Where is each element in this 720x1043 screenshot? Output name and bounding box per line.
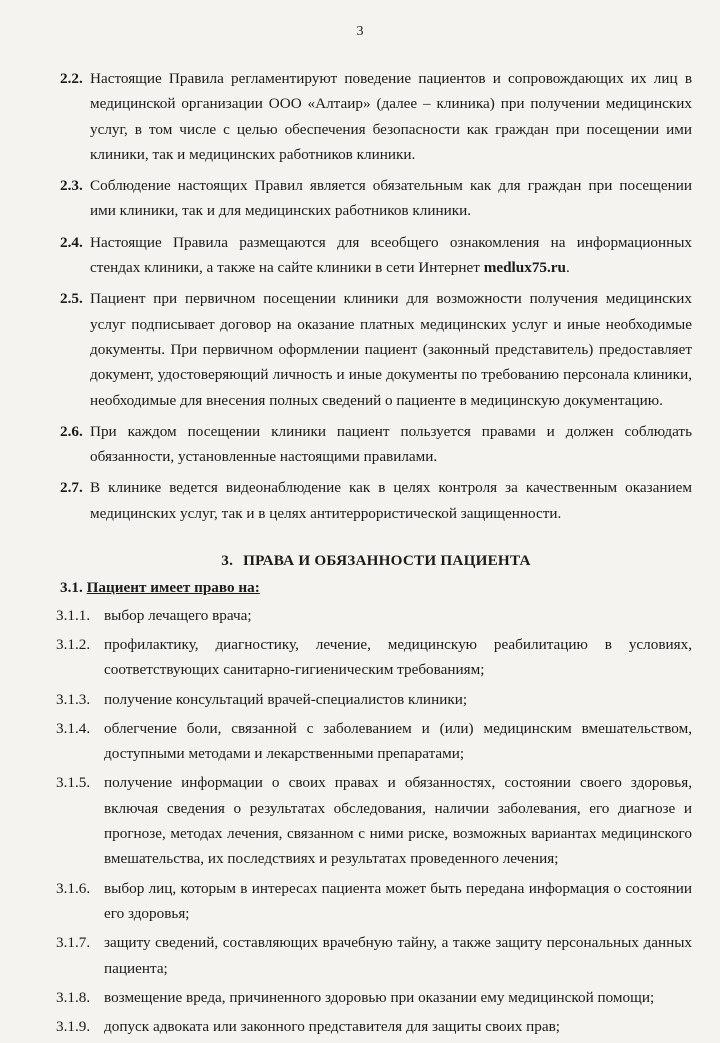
subsection-3-1-heading <box>60 575 692 600</box>
clause-number: 3.1.3. <box>56 690 91 708</box>
clause-text: В клинике ведется видеонаблюдение как в целях контроля за качественным оказанием медицинских услуг, так и в целях антитеррористической защищенности. <box>90 479 692 522</box>
clause-2-3 <box>60 173 692 224</box>
clause-text: допуск адвоката или законного представителя для защиты своих прав; <box>104 1018 561 1036</box>
clause-number: 2.4. <box>60 233 83 251</box>
clause-text: профилактику, диагностику, лечение, медицинскую реабилитацию в условиях, соответствующих санитарно-гигиеническим требованиям; <box>104 635 692 679</box>
clause-text: облегчение боли, связанной с заболеванием и (или) медицинским вмешательством, доступными методами и лекарственными препаратами; <box>104 719 692 763</box>
clause-2-7 <box>60 475 692 526</box>
clause-text: возмещение вреда, причиненного здоровью при оказании ему медицинской помощи; <box>104 988 655 1006</box>
clause-text: защиту сведений, составляющих врачебную тайну, а также защиту персональных данных пациента; <box>104 934 692 977</box>
clause-3-1-7 <box>56 930 692 981</box>
clause-number: 3.1.2. <box>56 635 91 653</box>
clause-number: 2.6. <box>60 422 83 440</box>
section-3-number: 3. <box>221 552 234 570</box>
section-3-list <box>56 603 692 1040</box>
clause-text: Соблюдение настоящих Правил является обязательным как для граждан при посещении ими клиники, так и для медицинских работников клиники. <box>90 177 692 220</box>
clause-3-1-1 <box>56 603 692 628</box>
page-number: 3 <box>356 24 364 39</box>
subsection-3-1-title: Пациент имеет право на: <box>86 579 260 597</box>
document-body <box>56 66 692 1043</box>
clause-number: 3.1.1. <box>56 606 91 624</box>
section-3-heading <box>60 548 692 573</box>
clause-text: получение информации о своих правах и обязанностях, состоянии своего здоровья, включая сведения о результатах обследования, наличии заболевания, его диагнозе и прогнозе, методах лечения, связанном с ними риске, возможных вариантах медицинского вмешательства, их последствиях и результатах проведенного лечения; <box>104 774 692 868</box>
clause-3-1-9 <box>56 1014 692 1039</box>
clause-number: 3.1.4. <box>56 719 91 737</box>
clause-text: выбор лиц, которым в интересах пациента может быть передана информация о состоянии его здоровья; <box>104 879 692 922</box>
clause-number: 2.7. <box>60 479 83 497</box>
clause-text: выбор лечащего врача; <box>104 606 252 624</box>
clause-3-1-8 <box>56 985 692 1010</box>
clause-number: 3.1.6. <box>56 879 91 897</box>
clause-number: 3.1.5. <box>56 774 91 792</box>
clause-text-end: . <box>566 259 570 277</box>
clause-3-1-3 <box>56 687 692 712</box>
clause-3-1-6 <box>56 876 692 927</box>
clause-number: 2.3. <box>60 177 83 195</box>
clause-number: 2.2. <box>60 70 83 87</box>
clause-text: получение консультаций врачей-специалистов клиники; <box>104 690 468 708</box>
website-link[interactable]: medlux75.ru <box>483 259 566 277</box>
clause-2-4 <box>60 230 692 281</box>
clause-3-1-2 <box>56 632 692 683</box>
subsection-3-1-number: 3.1. <box>60 579 83 597</box>
clause-text: Настоящие Правила размещаются для всеобщего ознакомления на информационных стендах клиники, а также на сайте клиники в сети Интернет <box>90 233 692 277</box>
clause-3-1-4 <box>56 716 692 767</box>
clause-3-1-5 <box>56 770 692 871</box>
section-2-list <box>60 66 692 526</box>
clause-text: Настоящие Правила регламентируют поведение пациентов и сопровождающих их лиц в медицинской организации ООО «Алтаир» (далее – клиника) при получении медицинских услуг, в том числе с целью обеспечения безопасности как граждан при посещении ими клиники, так и медицинских работников клиники. <box>90 70 692 163</box>
section-3-title: ПРАВА И ОБЯЗАННОСТИ ПАЦИЕНТА <box>243 552 531 570</box>
clause-2-2 <box>60 66 692 167</box>
clause-text: При каждом посещении клиники пациент пользуется правами и должен соблюдать обязанности, установленные настоящими правилами. <box>90 422 692 466</box>
clause-2-5 <box>60 286 692 412</box>
clause-number: 3.1.8. <box>56 988 91 1006</box>
clause-number: 2.5. <box>60 290 83 308</box>
clause-number: 3.1.9. <box>56 1018 91 1036</box>
clause-number: 3.1.7. <box>56 934 91 952</box>
clause-text: Пациент при первичном посещении клиники для возможности получения медицинских услуг подписывает договор на оказание платных медицинских услуг и иные необходимые документы. При первичном оформлении пациент (законный представитель) предоставляет документ, удостоверяющий личность и иные документы по требованию персонала клиники, необходимые для внесения полных сведений о пациенте в медицинскую документацию. <box>90 290 692 409</box>
clause-2-6 <box>60 419 692 470</box>
